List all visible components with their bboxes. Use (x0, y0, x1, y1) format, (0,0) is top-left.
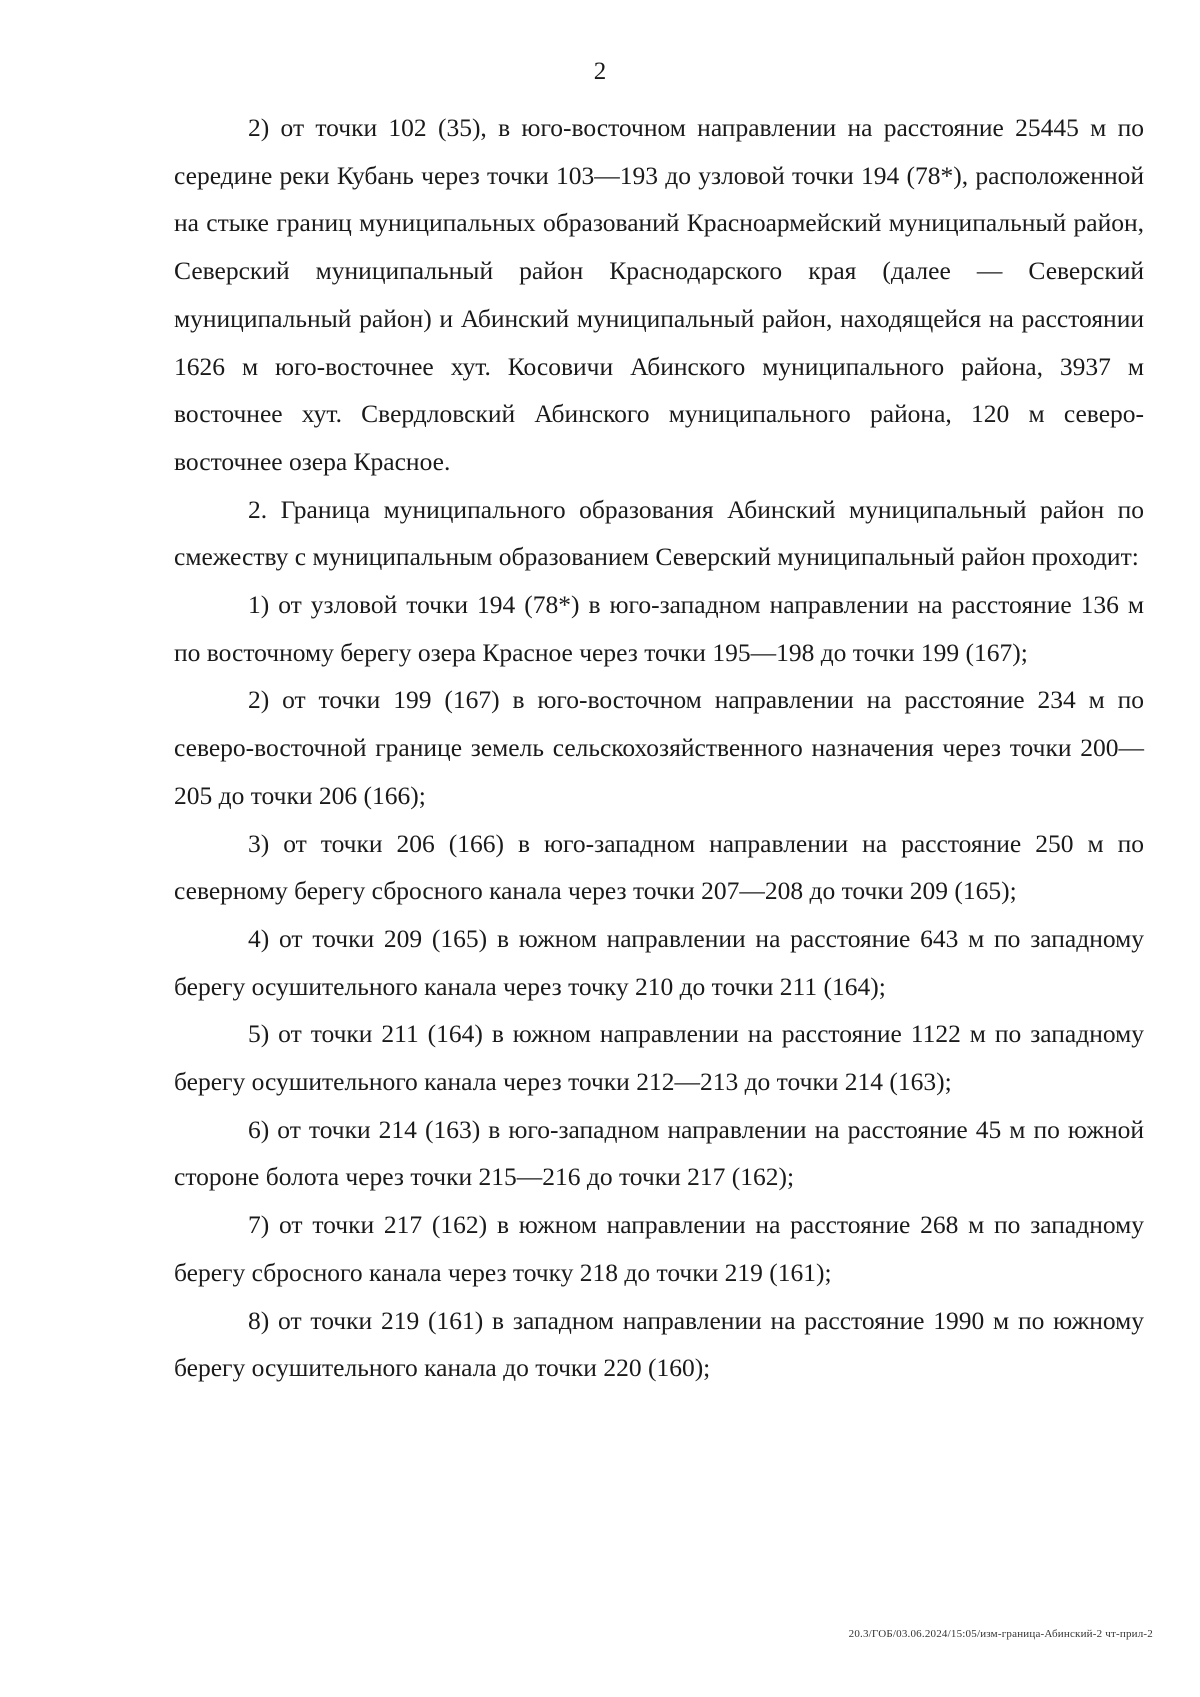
paragraph-item-7-point-217: 7) от точки 217 (162) в южном направлении на расстояние 268 м по западному берегу сбросного канала через точку 218 до точки 219 (161); (174, 1210, 1144, 1287)
document-footer-code: 20.3/ГОБ/03.06.2024/15:05/изм-граница-Абинский-2 чт-прил-2 (848, 1628, 1153, 1640)
paragraph-item-2-point-199: 2) от точки 199 (167) в юго-восточном направлении на расстояние 234 м по северо-восточной границе земель сельскохозяйственного назначения через точки 200—205 до точки 206 (166); (174, 685, 1144, 810)
paragraph-item-6-point-214: 6) от точки 214 (163) в юго-западном направлении на расстояние 45 м по южной стороне болота через точки 215—216 до точки 217 (162); (174, 1114, 1144, 1192)
paragraph-item-5-point-211: 5) от точки 211 (164) в южном направлении на расстояние 1122 м по западному берегу осушительного канала через точки 212—213 до точки 214 (163); (174, 1019, 1144, 1097)
page-number: 2 (593, 58, 607, 85)
paragraph-section-2-heading: 2. Граница муниципального образования Абинский муниципальный район по смежеству с муниципальным образованием Северский муниципальный район проходит: (174, 494, 1144, 572)
paragraph-item-8-point-219: 8) от точки 219 (161) в западном направлении на расстояние 1990 м по южному берегу осушительного канала до точки 220 (160); (174, 1305, 1144, 1383)
paragraph-item-4-point-209: 4) от точки 209 (165) в южном направлении на расстояние 643 м по западному берегу осушительного канала через точку 210 до точки 211 (164); (174, 923, 1144, 1001)
paragraph-item-3-point-206: 3) от точки 206 (166) в юго-западном направлении на расстояние 250 м по северному берегу сбросного канала через точки 207—208 до точки 209 (165); (174, 828, 1144, 906)
paragraph-item-1-point-194: 1) от узловой точки 194 (78*) в юго-западном направлении на расстояние 136 м по восточному берегу озера Красное через точки 195—198 до точки 199 (167); (174, 590, 1144, 667)
document-body (174, 104, 1144, 1392)
paragraph-item-2-point-102: 2) от точки 102 (35), в юго-восточном направлении на расстояние 25445 м по середине реки Кубань через точки 103—193 до узловой точки 194 (78*), расположенной на стыке границ муниципальных образований Красноармейский муниципальный район, Северский муниципальный район Краснодарского края (далее — Северский муниципальный район) и Абинский муниципальный район, находящейся на расстоянии 1626 м юго-восточнее хут. Косовичи Абинского муниципального района, 3937 м восточнее хут. Свердловский Абинского муниципального района, 120 м северо-восточнее озера Красное. (174, 113, 1144, 476)
